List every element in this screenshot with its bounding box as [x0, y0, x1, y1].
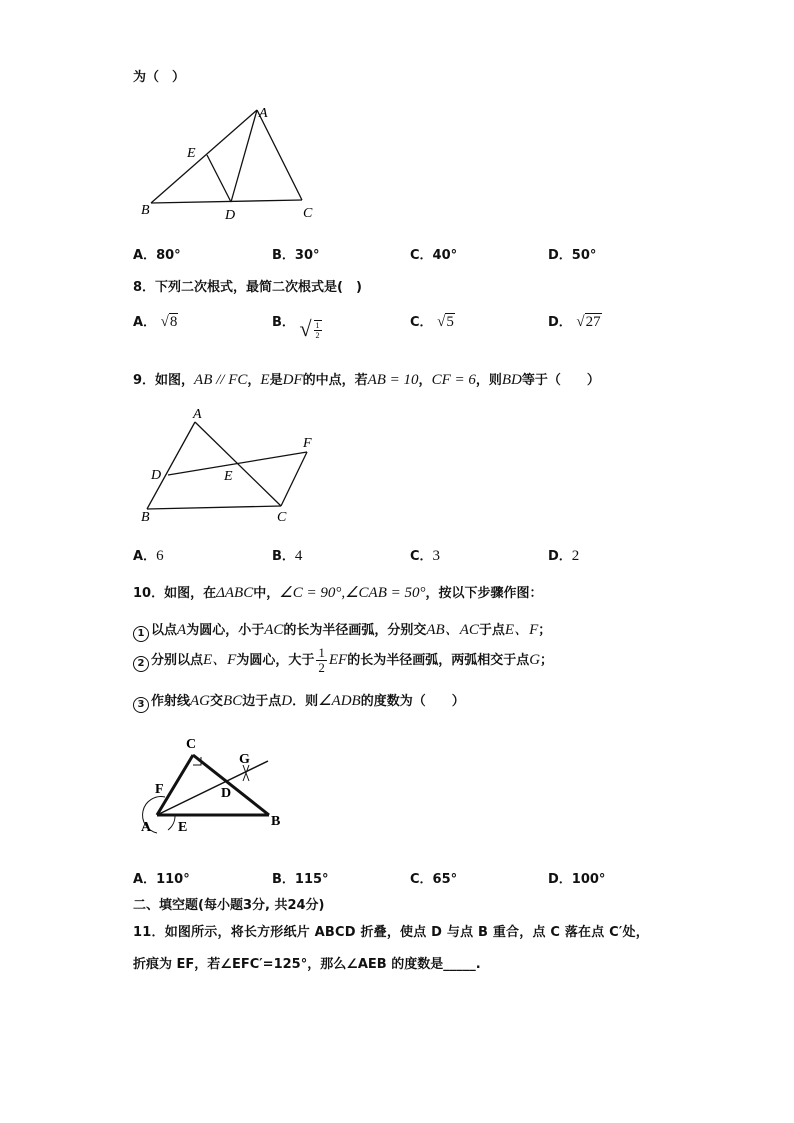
q11-line-1: 11．如图所示，将长方形纸片 ABCD 折叠，使点 D 与点 B 重合，点 C 落在点 C′处，	[133, 925, 649, 940]
q9-figure	[135, 405, 335, 530]
q9-stem: 9．如图，AB // FC，E是DF的中点，若AB = 10，CF = 6，则BD等于（ ）	[133, 372, 600, 388]
q10-option-d: D．100°	[548, 872, 606, 887]
q10-option-b: B．115°	[272, 872, 329, 887]
step-1-marker: 1	[133, 626, 149, 642]
q10-step-2: 2 分别以点E、F为圆心，大于 $\frac{1}{2}$ EF的长为半径画弧，两弧相交于点G；	[133, 646, 553, 675]
section-heading: 二、填空题(每小题3分, 共24分)	[133, 898, 325, 913]
q9-label-f: F	[303, 436, 312, 451]
q9-label-a: A	[193, 407, 202, 422]
step-3-marker: 3	[133, 697, 149, 713]
q10-stem: 10．如图，在ΔABC中，∠C = 90°,∠CAB = 50°，按以下步骤作图：	[133, 585, 543, 601]
q10-option-a: A．110°	[133, 872, 190, 887]
q11-line-2: 折痕为 EF，若∠EFC′=125°，那么∠AEB 的度数是_____.	[133, 957, 481, 972]
q7-label-a: A	[259, 106, 268, 121]
q10-label-f: F	[155, 782, 164, 797]
fraction-one-half: $\frac{1}{2}$	[318, 645, 325, 675]
q9-label-d: D	[151, 468, 162, 483]
q10-label-g: G	[239, 752, 250, 767]
q8-option-c: C． √5	[410, 314, 454, 330]
q8-option-a: A． √8	[133, 314, 178, 330]
q7-label-c: C	[303, 206, 313, 221]
q10-label-c: C	[186, 737, 197, 752]
q7-option-c: C．40°	[410, 248, 458, 263]
q10-label-e: E	[178, 820, 188, 835]
q7-option-a: A．80°	[133, 248, 181, 263]
q10-label-b: B	[271, 814, 281, 829]
q10-step-3: 3 作射线AG交BC边于点D．则∠ADB的度数为（ ）	[133, 690, 465, 713]
q9-label-c: C	[277, 510, 287, 525]
step-2-marker: 2	[133, 656, 149, 672]
q10-label-a: A	[141, 820, 152, 835]
q7-option-b: B．30°	[272, 248, 320, 263]
q10-step-1: 1 以点A为圆心，小于AC的长为半径画弧，分别交AB、AC于点E、F；	[133, 618, 551, 642]
q7-label-e: E	[187, 146, 196, 161]
q10-label-d: D	[221, 786, 232, 801]
q9-label-b: B	[141, 510, 150, 525]
q9-option-d: D．2	[548, 548, 580, 564]
q8-option-d: D． √27	[548, 314, 601, 330]
q9-label-e: E	[224, 469, 233, 484]
q8-stem: 8．下列二次根式，最简二次根式是( )	[133, 280, 362, 295]
q8-option-b: B． √ $\frac{1}{2}$	[272, 315, 320, 341]
q7-label-b: B	[141, 203, 150, 218]
q7-figure	[135, 100, 335, 225]
q9-option-a: A．6	[133, 548, 164, 564]
q7-option-d: D．50°	[548, 248, 597, 263]
q7-stem-tail: 为（ ）	[133, 70, 186, 85]
q10-figure	[135, 735, 305, 840]
q9-option-b: B．4	[272, 548, 303, 564]
q9-option-c: C．3	[410, 548, 441, 564]
q10-option-c: C．65°	[410, 872, 458, 887]
q7-label-d: D	[225, 208, 236, 223]
